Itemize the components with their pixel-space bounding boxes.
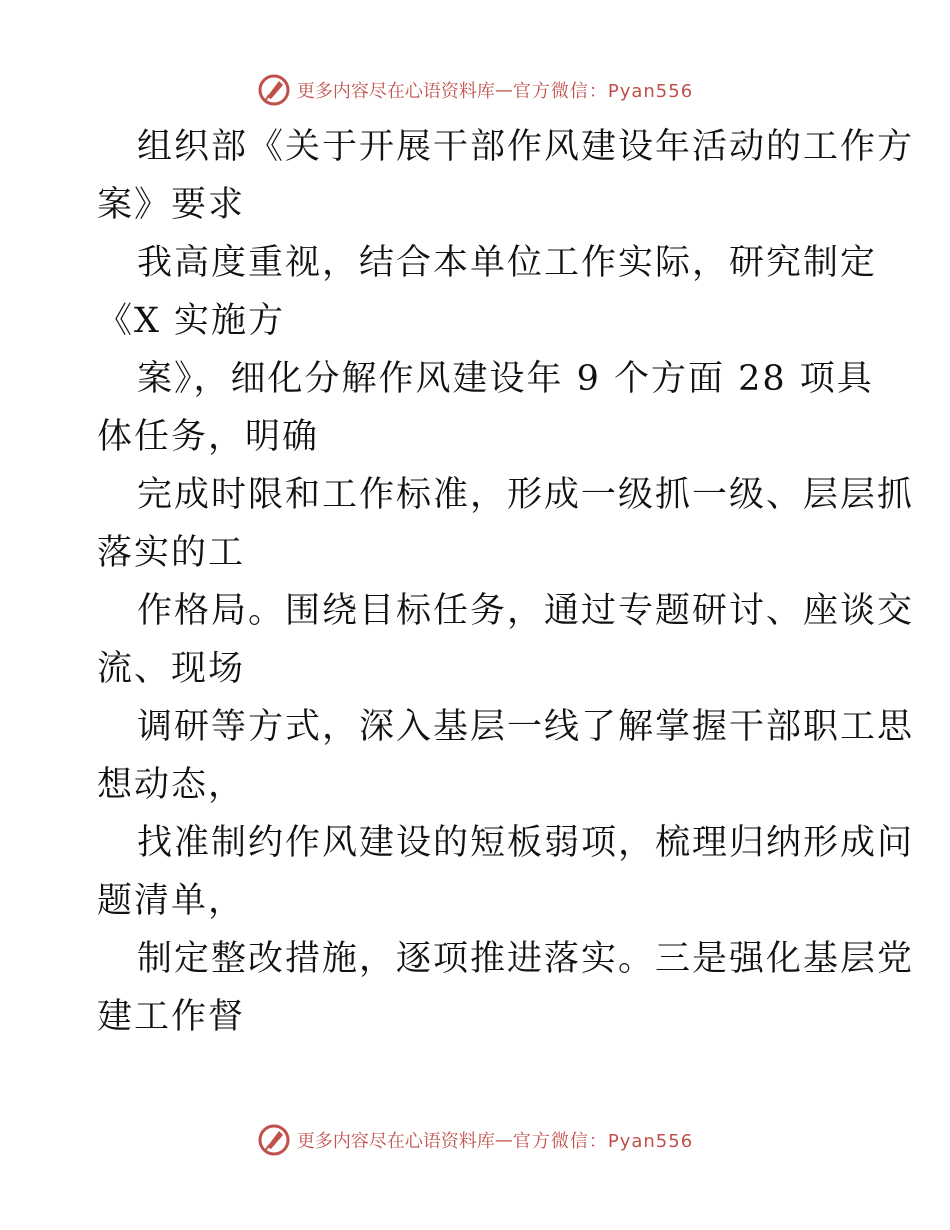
text-line: 找准制约作风建设的短板弱项，梳理归纳形成问 <box>137 823 915 863</box>
pen-logo-icon <box>257 1123 291 1157</box>
text-line: 制定整改措施，逐项推进落实。三是强化基层党 <box>137 939 915 979</box>
banner-dash: — <box>494 79 513 101</box>
text-line: 我高度重视，结合本单位工作实际，研究制定 <box>137 243 878 283</box>
banner-wechat: 官方微信：Pyan556 <box>512 81 694 102</box>
banner-text: 更多内容尽在心语资料库 <box>296 81 495 102</box>
text-line: 《X 实施方 <box>97 301 286 341</box>
text-line: 想动态， <box>97 765 246 805</box>
text-line: 完成时限和工作标准，形成一级抓一级、层层抓 <box>137 475 915 515</box>
text-line: 建工作督 <box>97 997 246 1037</box>
text-line: 流、现场 <box>97 649 246 689</box>
header-banner <box>0 70 950 110</box>
banner-text: 更多内容尽在心语资料库 <box>296 1131 495 1152</box>
text-line: 案》，细化分解作风建设年 9 个方面 28 项具 <box>137 359 874 399</box>
banner-wechat: 官方微信：Pyan556 <box>512 1131 694 1152</box>
text-line: 题清单， <box>97 881 246 921</box>
text-line: 组织部《关于开展干部作风建设年活动的工作方 <box>137 127 915 167</box>
text-line: 落实的工 <box>97 533 246 573</box>
pen-logo-icon <box>257 73 291 107</box>
footer-banner <box>0 1120 950 1160</box>
document-body <box>97 118 915 1046</box>
text-line: 体任务，明确 <box>97 417 320 457</box>
text-line: 调研等方式，深入基层一线了解掌握干部职工思 <box>137 707 915 747</box>
banner-dash: — <box>494 1129 513 1151</box>
text-line: 案》要求 <box>97 185 246 225</box>
text-line: 作格局。围绕目标任务，通过专题研讨、座谈交 <box>137 591 915 631</box>
